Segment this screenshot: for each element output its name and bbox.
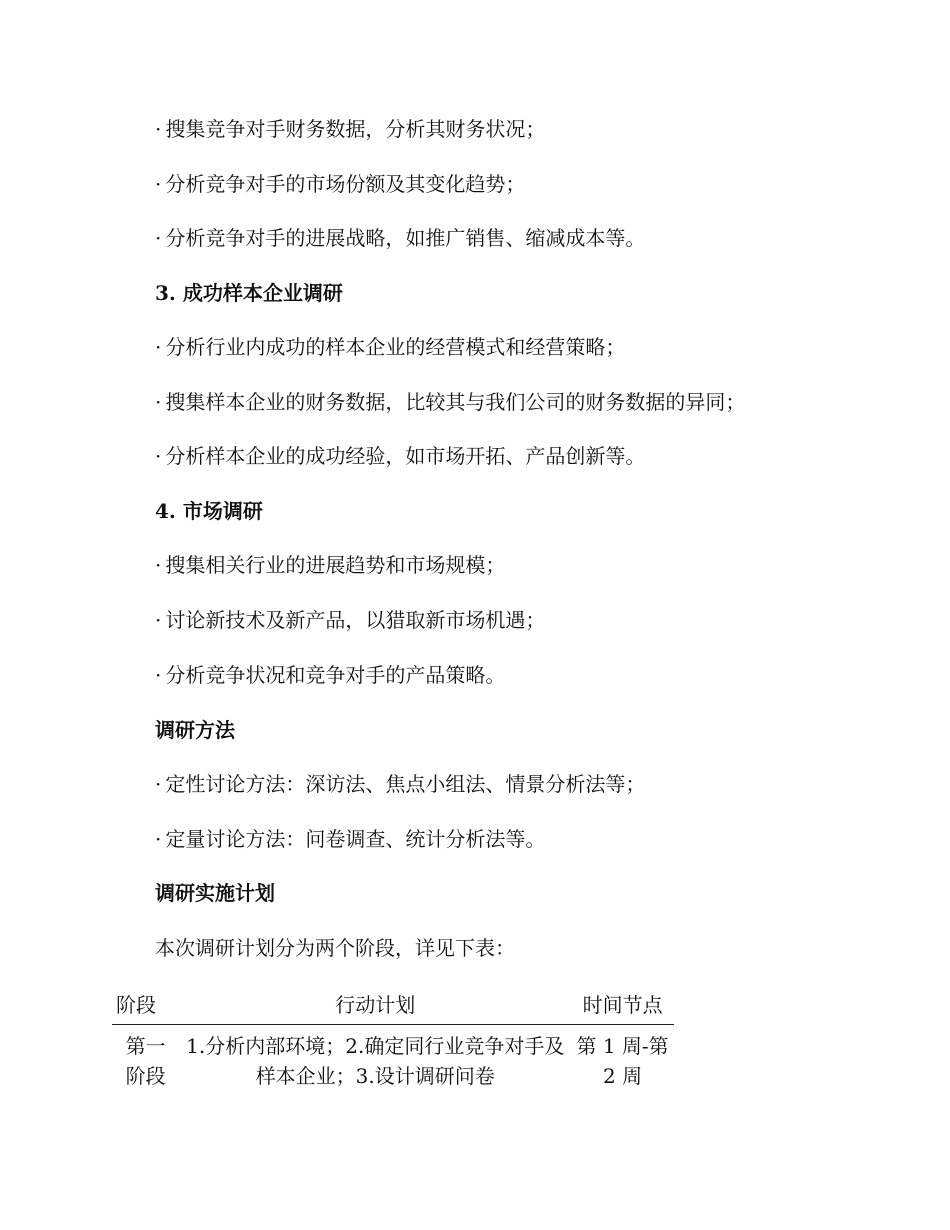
list-item [155, 115, 545, 143]
bullet: · [155, 553, 162, 577]
table-cell-time: 第 1 周-第 2 周 [576, 1034, 669, 1088]
bullet: · [155, 827, 162, 851]
bullet: · [155, 172, 162, 196]
column-header-stage: 阶段 [116, 993, 156, 1017]
table-cell-action: 1.分析内部环境；2.确定同行业竞争对手及样本企业；3.设计调研问卷 [186, 1034, 565, 1088]
bullet: · [155, 772, 162, 796]
bullet: · [155, 117, 162, 141]
list-item [155, 170, 525, 198]
list-item-text: 搜集样本企业的财务数据，比较其与我们公司的财务数据的异同； [165, 390, 746, 414]
section-heading: 调研实施计划 [155, 881, 275, 905]
list-item [155, 770, 645, 798]
list-item-text: 定性讨论方法：深访法、焦点小组法、情景分析法等； [165, 772, 646, 796]
list-item-text: 讨论新技术及新产品，以猎取新市场机遇； [165, 608, 546, 632]
list-item [155, 333, 625, 361]
bullet: · [155, 444, 162, 468]
column-header-action: 行动计划 [335, 993, 416, 1017]
list-item-text: 分析样本企业的成功经验，如市场开拓、产品创新等。 [165, 444, 646, 468]
list-item [155, 442, 645, 470]
list-item-text: 搜集竞争对手财务数据，分析其财务状况； [165, 117, 546, 141]
bullet: · [155, 663, 162, 687]
list-item-text: 分析竞争对手的进展战略，如推广销售、缩减成本等。 [165, 226, 646, 250]
section-heading: 调研方法 [155, 718, 235, 742]
list-item-text: 分析竞争状况和竞争对手的产品策略。 [165, 663, 506, 687]
list-item [155, 551, 505, 579]
bullet: · [155, 335, 162, 359]
bullet: · [155, 390, 162, 414]
list-item-text: 分析竞争对手的市场份额及其变化趋势； [165, 172, 526, 196]
table-header-row [112, 990, 674, 1025]
list-item [155, 825, 545, 853]
list-item-text: 搜集相关行业的进展趋势和市场规模； [165, 553, 506, 577]
column-header-time: 时间节点 [582, 993, 663, 1017]
list-item [155, 388, 745, 416]
plan-table [112, 990, 674, 1091]
list-item [155, 606, 545, 634]
table-row [112, 1025, 674, 1092]
section-heading: 4. 市场调研 [155, 499, 263, 523]
paragraph: 本次调研计划分为两个阶段，详见下表： [155, 936, 515, 960]
list-item [155, 224, 645, 252]
bullet: · [155, 608, 162, 632]
section-heading: 3. 成功样本企业调研 [155, 281, 343, 305]
list-item-text: 定量讨论方法：问卷调查、统计分析法等。 [165, 827, 546, 851]
list-item [155, 661, 505, 689]
bullet: · [155, 226, 162, 250]
table-cell-stage: 第一阶段 [125, 1034, 166, 1088]
list-item-text: 分析行业内成功的样本企业的经营模式和经营策略； [165, 335, 626, 359]
